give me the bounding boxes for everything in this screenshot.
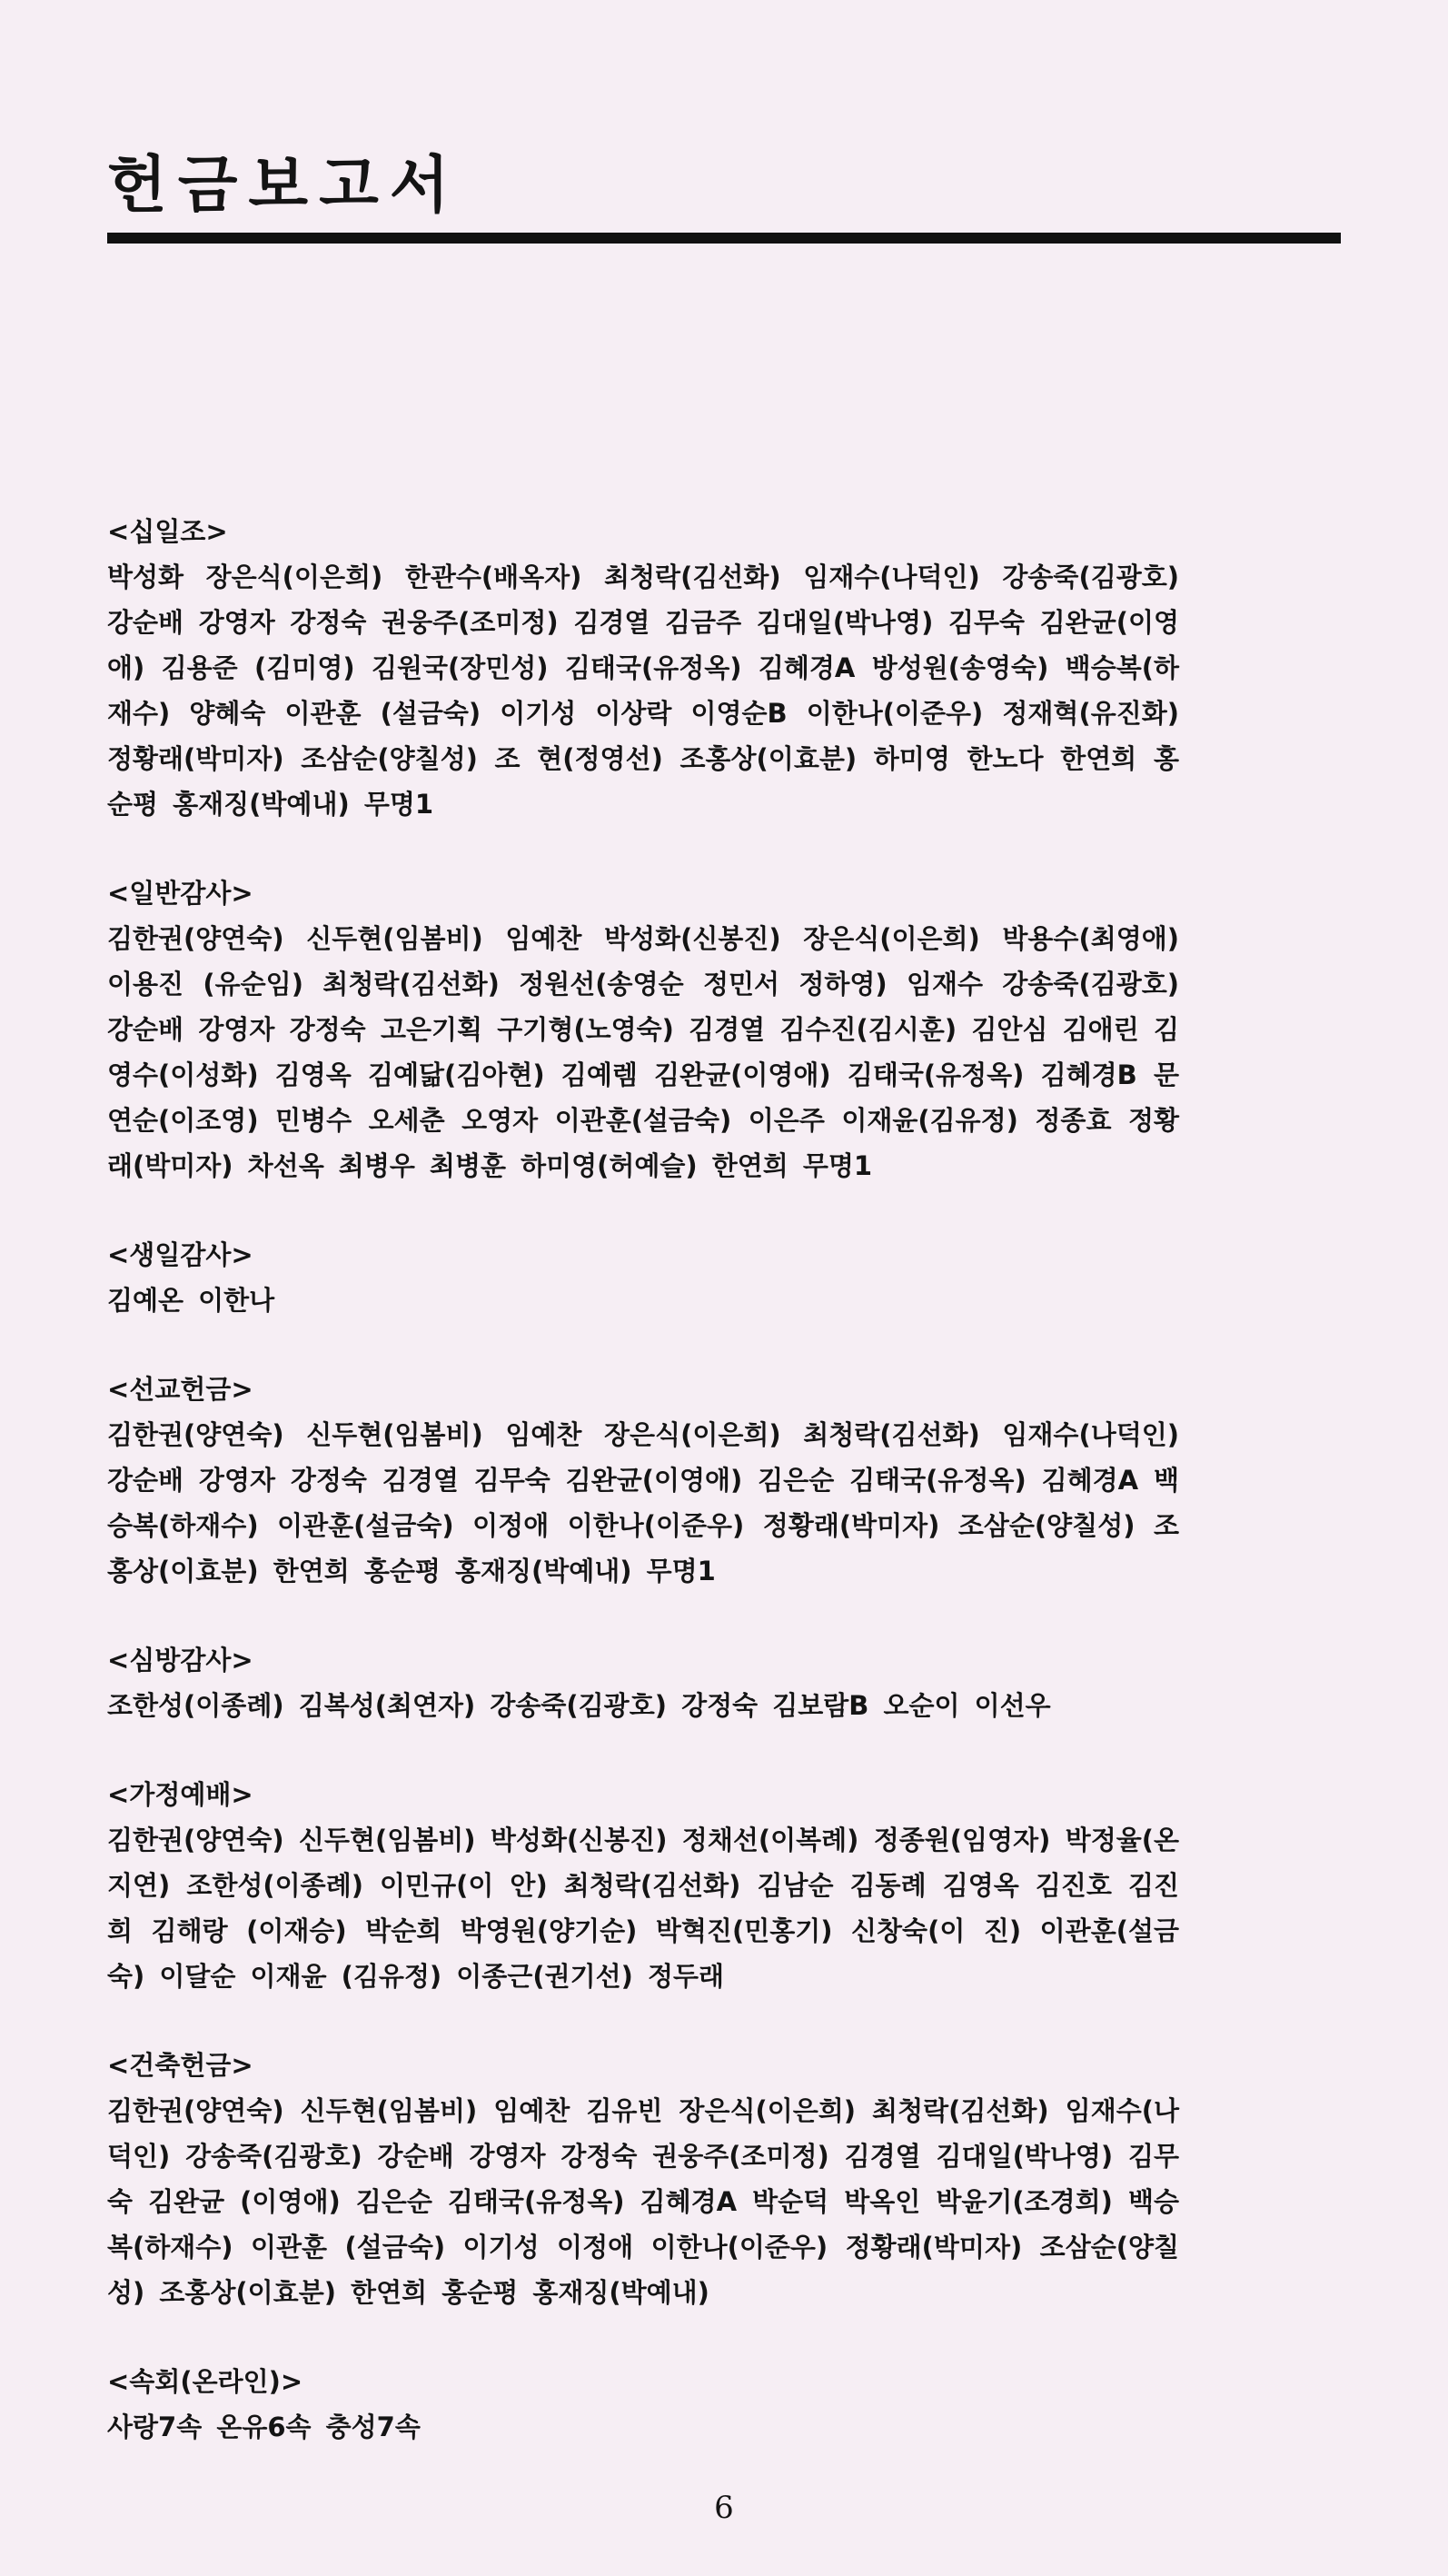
section-names: 김예온 이한나 — [107, 1285, 275, 1316]
section-names: 사랑7속 온유6속 충성7속 — [107, 2412, 421, 2442]
section-birthday-thanks — [107, 1232, 1179, 1323]
section-heading: <생일감사> — [107, 1239, 253, 1270]
section-building — [107, 2043, 1179, 2315]
section-tithe — [107, 509, 1179, 827]
report-content — [107, 509, 1179, 2493]
section-family-worship — [107, 1772, 1179, 1999]
section-heading: <선교헌금> — [107, 1374, 253, 1405]
section-heading: <심방감사> — [107, 1645, 253, 1676]
section-heading: <십일조> — [107, 516, 228, 547]
section-names: 김한권(양연숙) 신두현(임봄비) 임예찬 박성화(신봉진) 장은식(이은희) 박용수(최영애) 이용진 (유순임) 최청락(김선화) 정원선(송영순 정민서 정하영) 임재수 강송죽(김광호) 강순배 강영자 강정숙 고은기획 구기형(노영숙) 김경열 김수진(김시훈) 김안심 김애린 김영수(이성화) 김영옥 김예닮(김아현) 김예렘 김완균(이영애) 김태국(유정옥) 김혜경B 문연순(이조영) 민병수 오세춘 오영자 이관훈(설금숙) 이은주 이재윤(김유정) 정종효 정황래(박미자) 차선옥 최병우 최병훈 하미영(허예슬) 한연희 무명1 — [107, 923, 1179, 1181]
page-number: 6 — [714, 2490, 734, 2526]
section-names: 조한성(이종례) 김복성(최연자) 강송죽(김광호) 강정숙 김보람B 오순이 이선우 — [107, 1690, 1051, 1721]
section-names: 김한권(양연숙) 신두현(임봄비) 박성화(신봉진) 정채선(이복례) 정종원(임영자) 박정율(온지연) 조한성(이종례) 이민규(이 안) 최청락(김선화) 김남순 김동례 김영옥 김진호 김진희 김해랑 (이재승) 박순희 박영원(양기순) 박혁진(민홍기) 신창숙(이 진) 이관훈(설금숙) 이달순 이재윤 (김유정) 이종근(권기선) 정두래 — [107, 1825, 1179, 1992]
section-heading: <건축헌금> — [107, 2050, 253, 2081]
section-names: 박성화 장은식(이은희) 한관수(배옥자) 최청락(김선화) 임재수(나덕인) 강송죽(김광호) 강순배 강영자 강정숙 권웅주(조미정) 김경열 김금주 김대일(박나영) 김무숙 김완균(이영애) 김용준 (김미영) 김원국(장민성) 김태국(유정옥) 김혜경A 방성원(송영숙) 백승복(하재수) 양혜숙 이관훈 (설금숙) 이기성 이상락 이영순B 이한나(이준우) 정재혁(유진화) 정황래(박미자) 조삼순(양칠성) 조 현(정영선) 조홍상(이효분) 하미영 한노다 한연희 홍순평 홍재징(박예내) 무명1 — [107, 562, 1179, 820]
section-names: 김한권(양연숙) 신두현(임봄비) 임예찬 김유빈 장은식(이은희) 최청락(김선화) 임재수(나덕인) 강송죽(김광호) 강순배 강영자 강정숙 권웅주(조미정) 김경열 김대일(박나영) 김무숙 김완균 (이영애) 김은순 김태국(유정옥) 김혜경A 박순덕 박옥인 박윤기(조경희) 백승복(하재수) 이관훈 (설금숙) 이기성 이정애 이한나(이준우) 정황래(박미자) 조삼순(양칠성) 조홍상(이효분) 한연희 홍순평 홍재징(박예내) — [107, 2095, 1179, 2308]
section-cell-online — [107, 2359, 1179, 2450]
section-general-thanks — [107, 870, 1179, 1189]
page-title: 헌금보고서 — [107, 150, 461, 222]
section-heading: <속회(온라인)> — [107, 2366, 303, 2397]
section-mission — [107, 1367, 1179, 1594]
section-heading: <일반감사> — [107, 878, 253, 909]
section-visit-thanks — [107, 1637, 1179, 1728]
section-names: 김한권(양연숙) 신두현(임봄비) 임예찬 장은식(이은희) 최청락(김선화) 임재수(나덕인) 강순배 강영자 강정숙 김경열 김무숙 김완균(이영애) 김은순 김태국(유정옥) 김혜경A 백승복(하재수) 이관훈(설금숙) 이정애 이한나(이준우) 정황래(박미자) 조삼순(양칠성) 조홍상(이효분) 한연희 홍순평 홍재징(박예내) 무명1 — [107, 1419, 1179, 1586]
section-heading: <가정예배> — [107, 1779, 253, 1810]
title-underline — [107, 233, 1341, 244]
